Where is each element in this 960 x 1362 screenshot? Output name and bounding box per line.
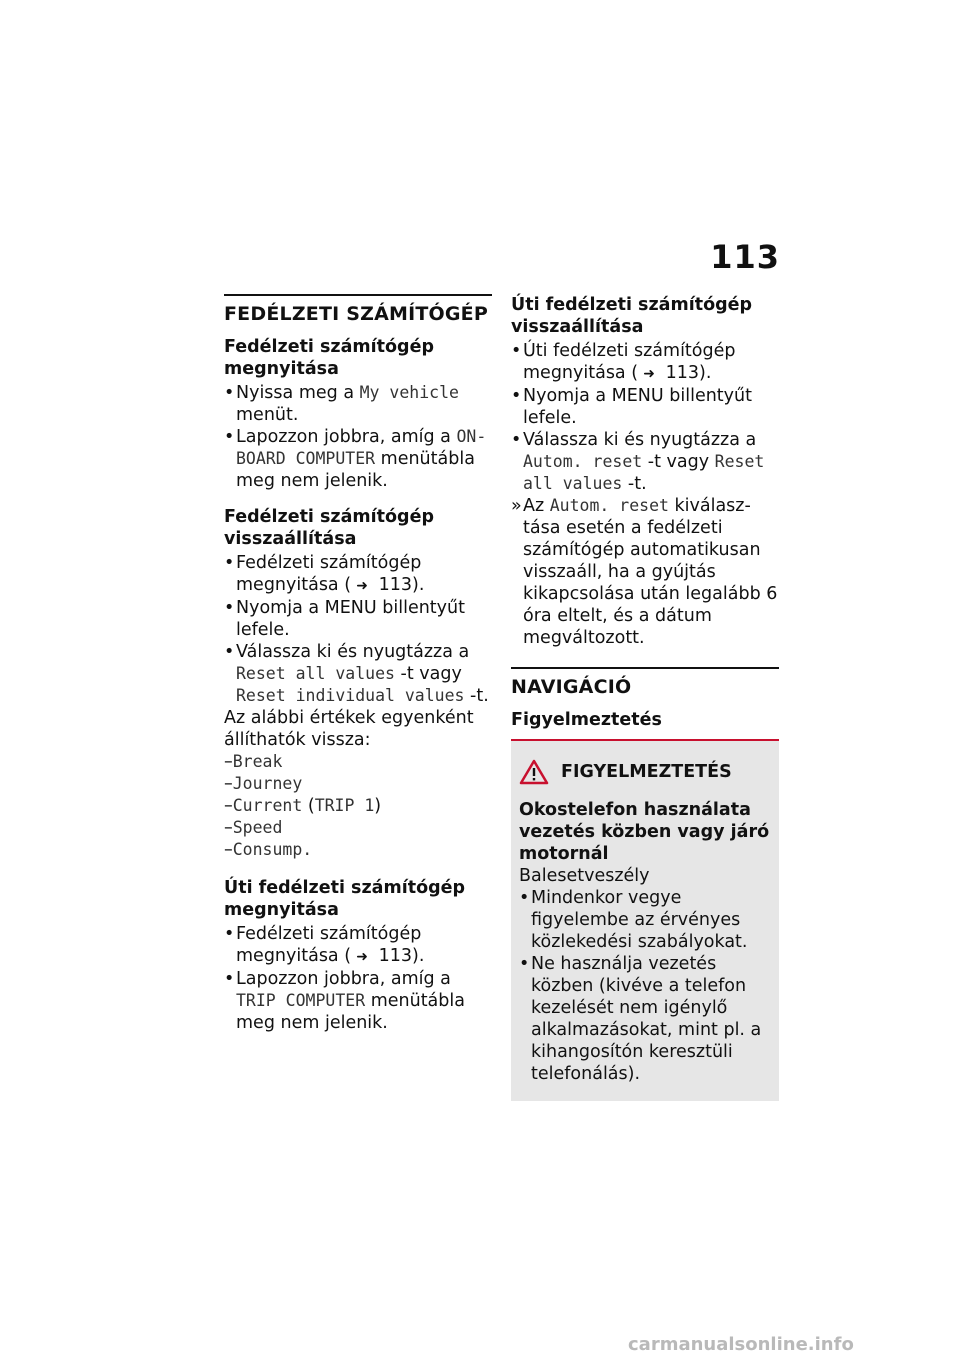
section-rule: [511, 667, 779, 669]
result-item: » Az Autom. reset kiválasztása esetén a fedélzeti számítógép automatikusan visszaáll, ha a gyújtás kikapcsolása után legalább 6 óra eltelt, és a dátum megváltozott.: [511, 496, 778, 648]
subsection-title: Úti fedélzeti számítógép megnyitása: [224, 878, 466, 920]
warning-heading: Okostelefon használata vezetés közben vagy járó motornál: [519, 800, 770, 864]
list-item: • Fedélzeti számítógép megnyitása ( ➜ 113).: [224, 924, 425, 966]
menu-option: Reset all values: [523, 452, 765, 493]
warning-text: Balesetveszély: [519, 866, 650, 886]
menu-name: ON-BOARD COMPUTER: [236, 427, 487, 468]
right-column: [511, 294, 779, 1101]
warning-triangle-icon: [519, 759, 549, 785]
list-item: • Fedélzeti számítógép megnyitása ( ➜ 113).: [224, 553, 425, 595]
menu-option: Reset individual values: [236, 686, 465, 705]
menu-name: TRIP COMPUTER: [236, 991, 366, 1010]
list-item: • Válassza ki és nyugtázza a Autom. reset -t vagy Reset all values -t.: [511, 430, 765, 494]
list-item: • Válassza ki és nyugtázza a Reset all values -t vagy Reset individual values -t.: [224, 642, 489, 706]
section-title: NAVIGÁCIÓ: [511, 676, 632, 698]
subsection-title: Fedélzeti számítógép visszaállítása: [224, 507, 434, 549]
subsection-title: Figyelmeztetés: [511, 710, 662, 730]
dash-item: –Break: [224, 752, 283, 772]
list-item: • Nyomja a MENU billentyűt lefele.: [511, 386, 752, 428]
menu-option: Autom. reset: [549, 496, 669, 515]
menu-option: Autom. reset: [523, 452, 643, 471]
paragraph: Az alábbi értékek egyenként állíthatók vissza:: [224, 708, 474, 750]
list-item: • Nyissa meg a My vehicle menüt.: [224, 383, 459, 425]
list-item: • Nyomja a MENU billentyűt lefele.: [224, 598, 465, 640]
subsection-title: Úti fedélzeti számítógép visszaállítása: [511, 295, 753, 337]
dash-item: –Journey: [224, 774, 303, 794]
menu-option: Reset all values: [236, 664, 395, 683]
arrow-right-icon: ➜: [643, 366, 655, 382]
section-title: FEDÉLZETI SZÁMÍTÓGÉP: [224, 303, 488, 325]
list-item: • Lapozzon jobbra, amíg a TRIP COMPUTER menütábla meg nem jelenik.: [224, 969, 465, 1033]
warning-header: [519, 759, 771, 785]
dash-item: –Consump.: [224, 840, 313, 860]
warning-title: FIGYELMEZTETÉS: [561, 762, 732, 782]
subsection-title: Fedélzeti számítógép megnyitása: [224, 337, 434, 379]
watermark: carmanualsonline.info: [628, 1334, 854, 1355]
list-item: • Úti fedélzeti számítógép megnyitása ( ➜ 113).: [511, 341, 736, 383]
page-number: 113: [710, 238, 780, 276]
arrow-right-icon: ➜: [356, 949, 368, 965]
dash-item: –Current (TRIP 1): [224, 796, 382, 816]
list-item: • Mindenkor vegye figyelembe az érvényes közlekedési szabályokat.: [519, 888, 748, 952]
list-item: • Ne használja vezetés közben (kivéve a telefon kezelését nem igénylő alkalmazásokat, mint pl. a kihangosítón keresztüli telefonálás).: [519, 954, 762, 1084]
section-rule: [224, 294, 492, 296]
warning-box: [511, 739, 779, 1101]
menu-name: My vehicle: [359, 383, 459, 402]
left-column: [224, 294, 492, 1034]
list-item: • Lapozzon jobbra, amíg a ON-BOARD COMPUTER menütábla meg nem jelenik.: [224, 427, 487, 491]
arrow-right-icon: ➜: [356, 578, 368, 594]
dash-item: –Speed: [224, 818, 283, 838]
